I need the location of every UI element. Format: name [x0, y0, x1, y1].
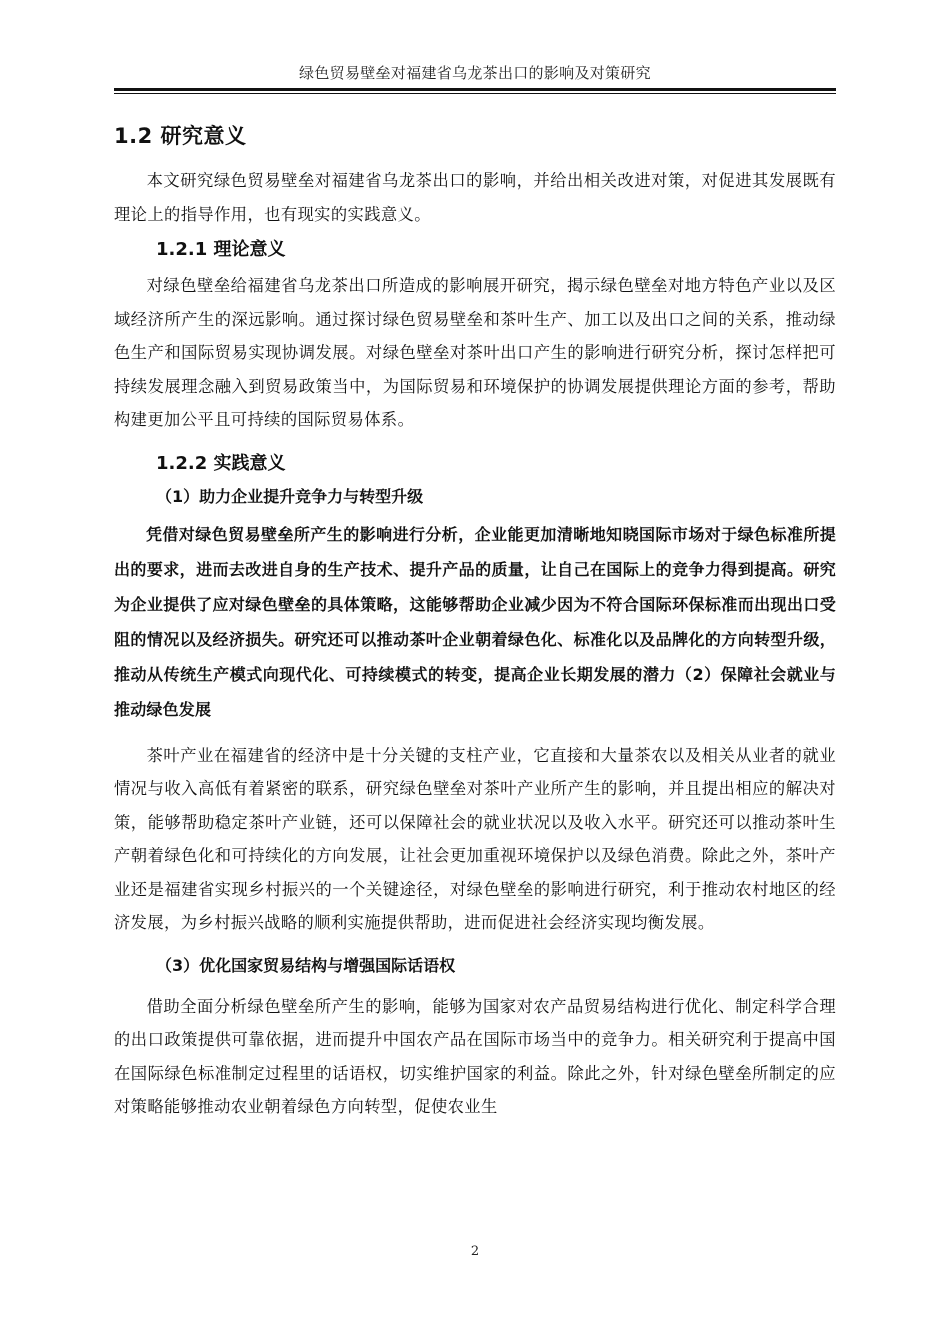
page-body [114, 112, 836, 1124]
subsection-heading-practice: 1.2.2 实践意义 [156, 452, 286, 474]
header-rule [114, 88, 836, 91]
subsection-heading-theory: 1.2.1 理论意义 [156, 239, 286, 260]
item-heading-1: （1）助力企业提升竞争力与转型升级 [156, 486, 424, 506]
section-intro-paragraph: 本文研究绿色贸易壁垒对福建省乌龙茶出口的影响，并给出相关改进对策，对促进其发展既有理论上的指导作用，也有现实的实践意义。 [114, 171, 836, 224]
item-heading-3: （3）优化国家贸易结构与增强国际话语权 [156, 955, 456, 975]
item-2-paragraph: 茶叶产业在福建省的经济中是十分关键的支柱产业，它直接和大量茶农以及相关从业者的就业情况与收入高低有着紧密的联系，研究绿色壁垒对茶叶产业所产生的影响，并且提出相应的解决对策，能够帮助稳定茶叶产业链，还可以保障社会的就业状况以及收入水平。研究还可以推动茶叶生产朝着绿色化和可持续化的方向发展，让社会更加重视环境保护以及绿色消费。除此之外，茶叶产业还是福建省实现乡村振兴的一个关键途径，对绿色壁垒的影响进行研究，利于推动农村地区的经济发展，为乡村振兴战略的顺利实施提供帮助，进而促进社会经济实现均衡发展。 [114, 745, 836, 932]
page-number: 2 [470, 1244, 480, 1259]
theory-paragraph: 对绿色壁垒给福建省乌龙茶出口所造成的影响展开研究，揭示绿色壁垒对地方特色产业以及区域经济所产生的深远影响。通过探讨绿色贸易壁垒和茶叶生产、加工以及出口之间的关系，推动绿色生产和国际贸易实现协调发展。对绿色壁垒对茶叶出口产生的影响进行研究分析，探讨怎样把可持续发展理念融入到贸易政策当中，为国际贸易和环境保护的协调发展提供理论方面的参考，帮助构建更加公平且可持续的国际贸易体系。 [114, 276, 836, 429]
header-rule-thin [114, 93, 836, 94]
section-heading: 1.2 研究意义 [114, 124, 247, 148]
item-1-paragraph: 凭借对绿色贸易壁垒所产生的影响进行分析，企业能更加清晰地知晓国际市场对于绿色标准所提出的要求，进而去改进自身的生产技术、提升产品的质量，让自己在国际上的竞争力得到提高。研究为企业提供了应对绿色壁垒的具体策略，这能够帮助企业减少因为不符合国际环保标准而出现出口受阻的情况以及经济损失。研究还可以推动茶叶企业朝着绿色化、标准化以及品牌化的方向转型升级，推动从传统生产模式向现代化、可持续模式的转变，提高企业长期发展的潜力（2）保障社会就业与推动绿色发展 [114, 524, 836, 719]
item-3-paragraph: 借助全面分析绿色壁垒所产生的影响，能够为国家对农产品贸易结构进行优化、制定科学合理的出口政策提供可靠依据，进而提升中国农产品在国际市场当中的竞争力。相关研究利于提高中国在国际绿色标准制定过程里的话语权，切实维护国家的利益。除此之外，针对绿色壁垒所制定的应对策略能够推动农业朝着绿色方向转型，促使农业生 [114, 996, 836, 1116]
running-header: 绿色贸易壁垒对福建省乌龙茶出口的影响及对策研究 [299, 64, 651, 82]
